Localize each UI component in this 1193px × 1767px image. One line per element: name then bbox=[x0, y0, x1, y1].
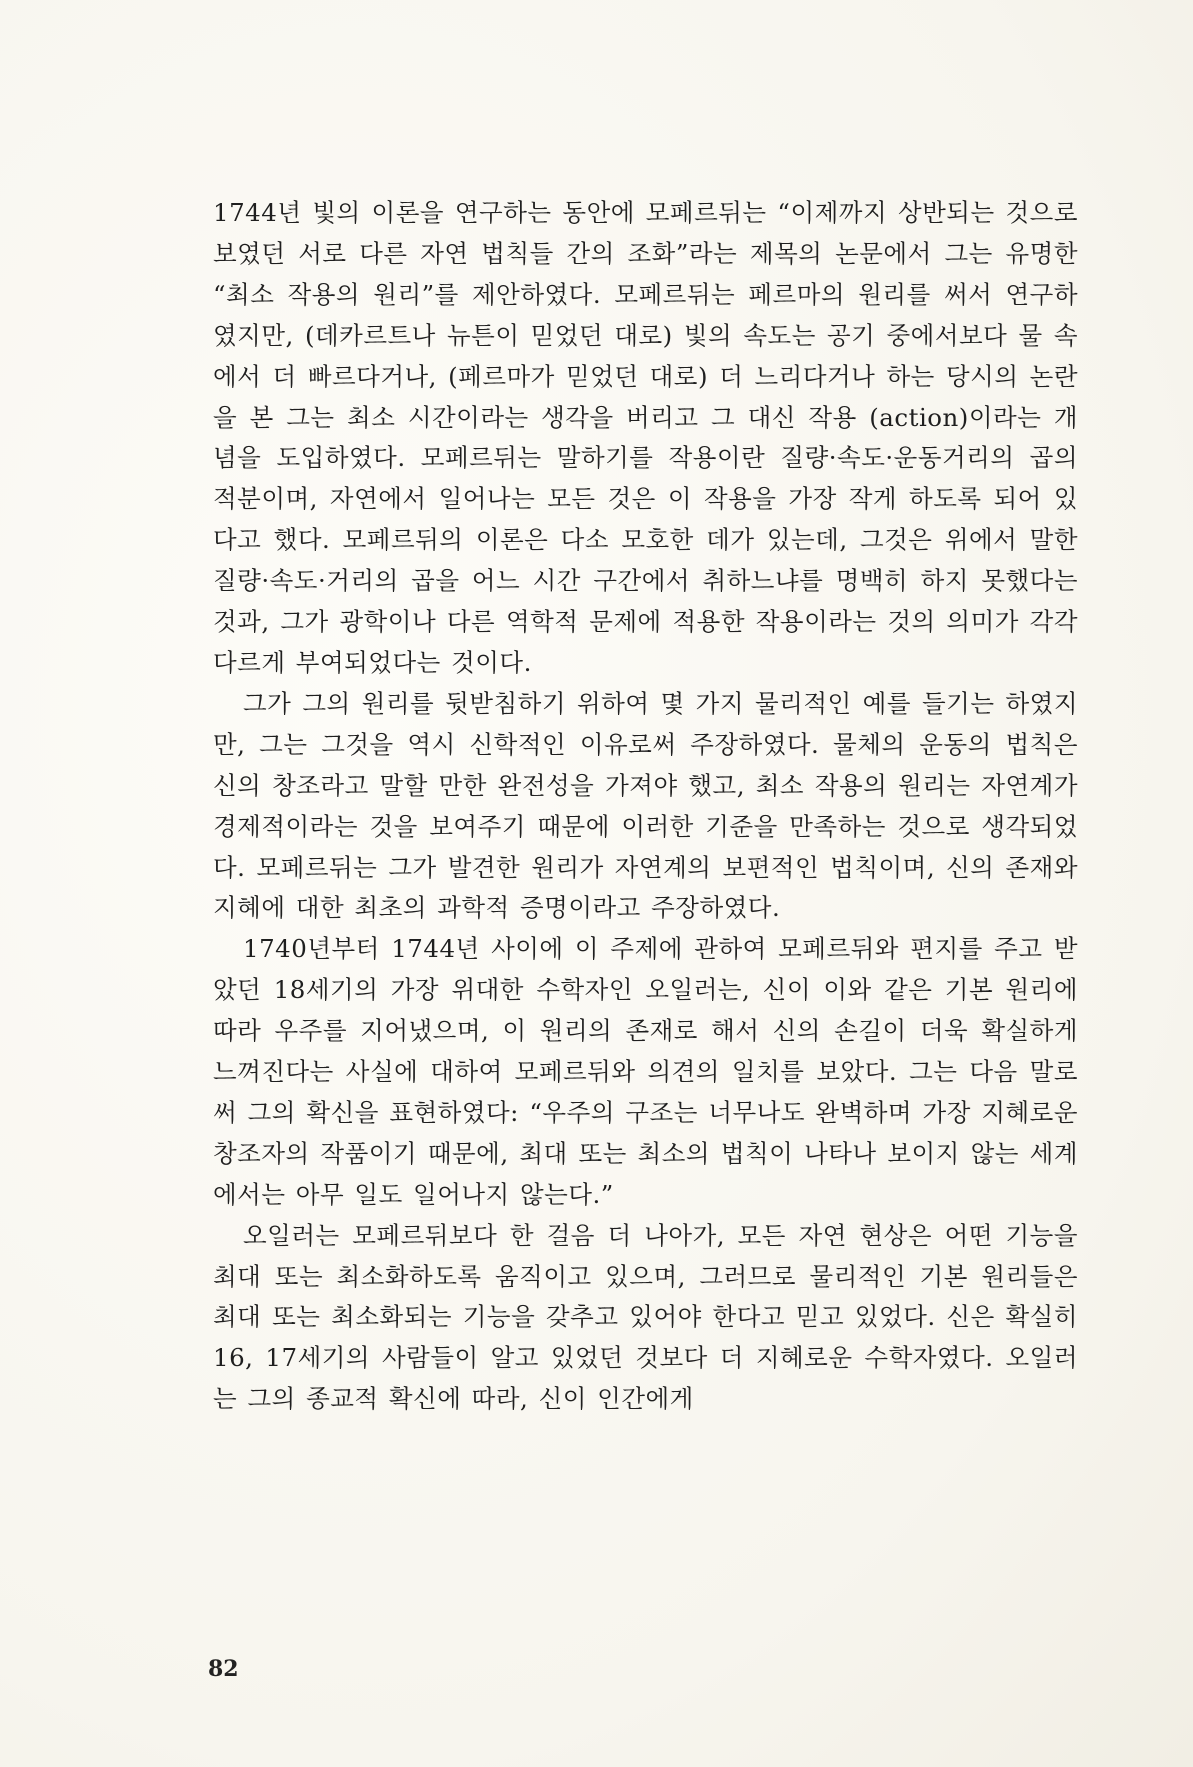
paragraph-4: 오일러는 모페르뒤보다 한 걸음 더 나아가, 모든 자연 현상은 어떤 기능을 최대 또는 최소화하도록 움직이고 있으며, 그러므로 물리적인 기본 원리들은 최대 또는 최소화되는 기능을 갖추고 있어야 한다고 믿고 있었다. 신은 확실히 16, 17세기의 사람들이 알고 있었던 것보다 더 지혜로운 수학자였다. 오일러는 그의 종교적 확신에 따라, 신이 인간에게 bbox=[213, 1220, 1078, 1414]
body-text bbox=[213, 193, 1078, 1420]
paragraph-1: 1744년 빛의 이론을 연구하는 동안에 모페르뒤는 “이제까지 상반되는 것으로 보였던 서로 다른 자연 법칙들 간의 조화”라는 제목의 논문에서 그는 유명한 “최소 작용의 원리”를 제안하였다. 모페르뒤는 페르마의 원리를 써서 연구하였지만, (데카르트나 뉴튼이 믿었던 대로) 빛의 속도는 공기 중에서보다 물 속에서 더 빠르다거나, (페르마가 믿었던 대로) 더 느리다거나 하는 당시의 논란을 본 그는 최소 시간이라는 생각을 버리고 그 대신 작용 (action)이라는 개념을 도입하였다. 모페르뒤는 말하기를 작용이란 질량·속도·운동거리의 곱의 적분이며, 자연에서 일어나는 모든 것은 이 작용을 가장 작게 하도록 되어 있다고 했다. 모페르뒤의 이론은 다소 모호한 데가 있는데, 그것은 위에서 말한 질량·속도·거리의 곱을 어느 시간 구간에서 취하느냐를 명백히 하지 못했다는 것과, 그가 광학이나 다른 역학적 문제에 적용한 작용이라는 것의 의미가 각각 다르게 부여되었다는 것이다. bbox=[213, 198, 1078, 677]
paragraph-3: 1740년부터 1744년 사이에 이 주제에 관하여 모페르뒤와 편지를 주고 받았던 18세기의 가장 위대한 수학자인 오일러는, 신이 이와 같은 기본 원리에 따라 우주를 지어냈으며, 이 원리의 존재로 해서 신의 손길이 더욱 확실하게 느껴진다는 사실에 대하여 모페르뒤와 의견의 일치를 보았다. 그는 다음 말로써 그의 확신을 표현하였다: “우주의 구조는 너무나도 완벽하며 가장 지혜로운 창조자의 작품이기 때문에, 최대 또는 최소의 법칙이 나타나 보이지 않는 세계에서는 아무 일도 일어나지 않는다.” bbox=[213, 934, 1078, 1209]
page-number: 82 bbox=[208, 1656, 239, 1682]
paragraph-2: 그가 그의 원리를 뒷받침하기 위하여 몇 가지 물리적인 예를 들기는 하였지만, 그는 그것을 역시 신학적인 이유로써 주장하였다. 물체의 운동의 법칙은 신의 창조라고 말할 만한 완전성을 가져야 했고, 최소 작용의 원리는 자연계가 경제적이라는 것을 보여주기 때문에 이러한 기준을 만족하는 것으로 생각되었다. 모페르뒤는 그가 발견한 원리가 자연계의 보편적인 법칙이며, 신의 존재와 지혜에 대한 최초의 과학적 증명이라고 주장하였다. bbox=[213, 688, 1078, 923]
